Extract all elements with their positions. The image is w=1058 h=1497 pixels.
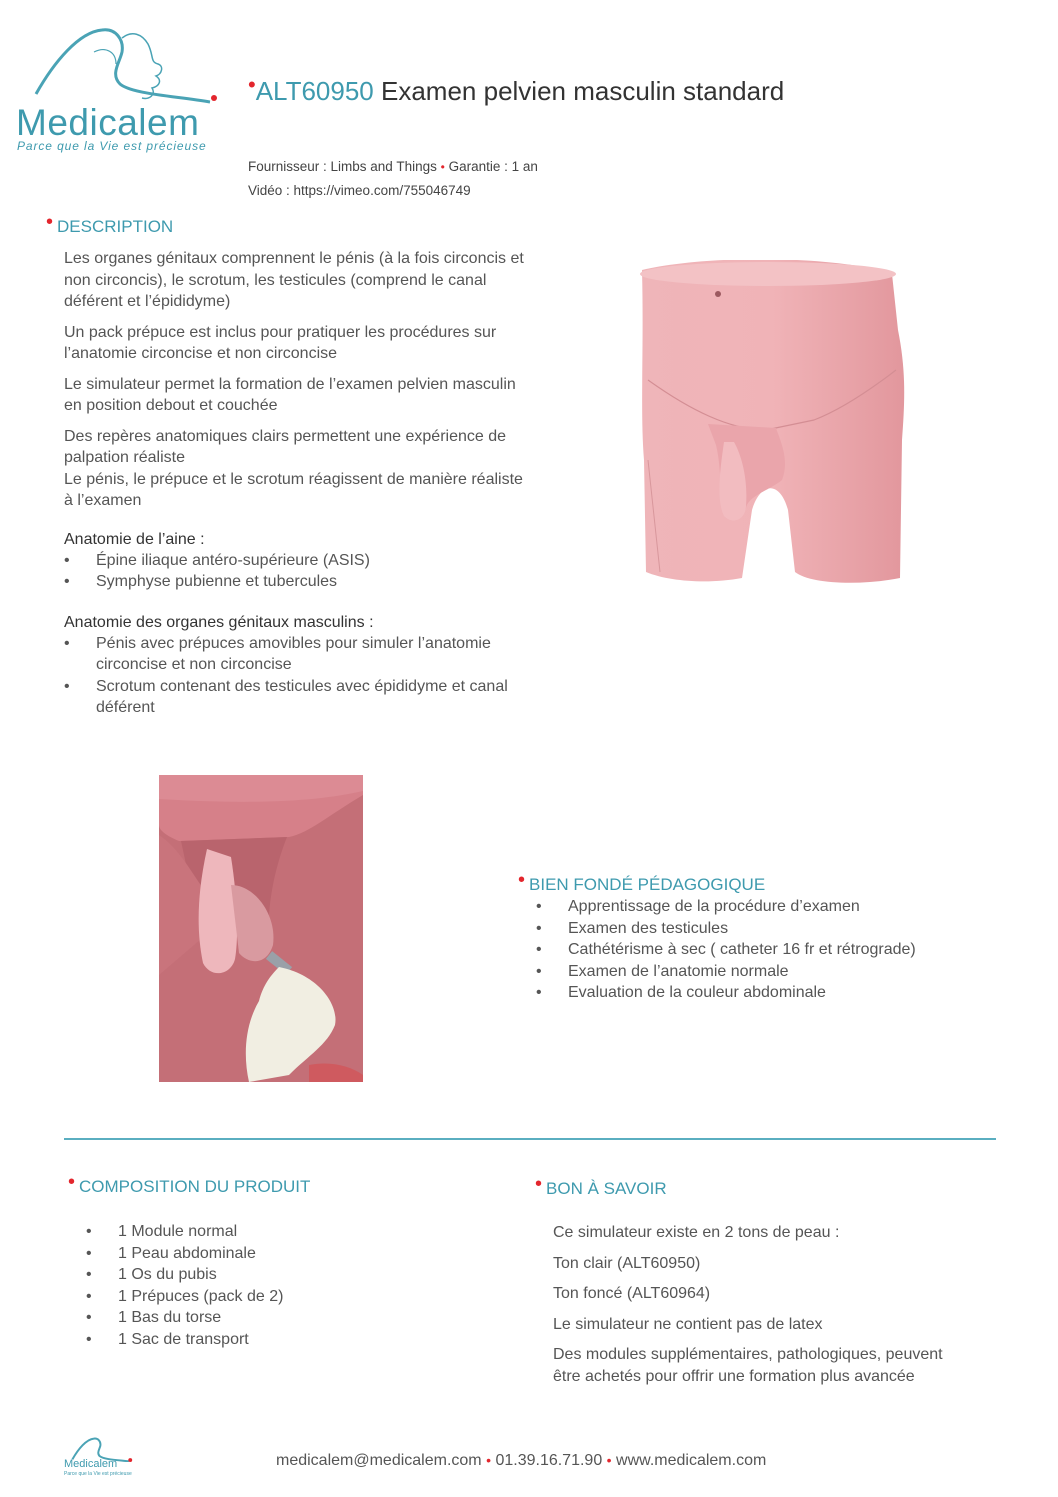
heading-bullet-dot: •	[518, 869, 526, 891]
supplier-line	[248, 159, 538, 174]
pedagogy-heading: • BIEN FONDÉ PÉDAGOGIQUE	[518, 869, 766, 894]
description-paragraph: Le simulateur permet la formation de l’examen pelvien masculin en position debout et couchée	[64, 375, 516, 414]
video-link[interactable]: Vidéo : https://vimeo.com/755046749	[248, 183, 471, 198]
list-item: • Examen des testicules	[536, 918, 1016, 940]
list-item: • 1 Sac de transport	[86, 1329, 466, 1351]
separator-dot: •	[486, 1452, 491, 1468]
separator-dot: •	[606, 1452, 612, 1468]
good-to-know-body	[553, 1222, 973, 1396]
good-to-know-heading: • BON À SAVOIR	[535, 1173, 667, 1198]
title-bullet-dot: •	[248, 72, 256, 97]
list-item: • 1 Peau abdominale	[86, 1243, 466, 1265]
heading-bullet-dot: •	[535, 1173, 543, 1195]
footer-email[interactable]: medicalem@medicalem.com	[276, 1452, 482, 1469]
genital-list	[64, 633, 524, 719]
description-paragraph: Un pack prépuce est inclus pour pratiquer les procédures sur l’anatomie circoncise et non circoncise	[64, 323, 497, 362]
list-item: • Pénis avec prépuces amovibles pour simuler l’anatomie circoncise et non circoncise	[64, 633, 496, 676]
list-item: • 1 Module normal	[86, 1221, 466, 1243]
product-code: ALT60950	[255, 76, 374, 106]
warranty: Garantie : 1 an	[448, 159, 538, 174]
description-heading: • DESCRIPTION	[46, 211, 174, 236]
product-torso-image	[630, 260, 920, 590]
list-item: • 1 Bas du torse	[86, 1307, 466, 1329]
footer-phone[interactable]: 01.39.16.71.90	[495, 1452, 603, 1469]
info-paragraph: Ton clair (ALT60950)	[553, 1254, 701, 1272]
groin-heading: Anatomie de l’aine :	[64, 530, 205, 548]
groin-list	[64, 550, 524, 593]
logo-tagline: Parce que la Vie est précieuse	[17, 139, 207, 153]
info-paragraph: Des modules supplémentaires, pathologiques, peuvent être achetés pour offrir une formation plus avancée	[553, 1346, 943, 1385]
genital-heading: Anatomie des organes génitaux masculins :	[64, 613, 374, 631]
description-paragraph: Le pénis, le prépuce et le scrotum réagissent de manière réaliste à l’examen	[64, 470, 523, 509]
info-paragraph: Ce simulateur existe en 2 tons de peau :	[553, 1224, 840, 1241]
description-body	[64, 248, 524, 719]
list-item: • Épine iliaque antéro-supérieure (ASIS)	[64, 550, 524, 572]
footer-contacts	[276, 1452, 766, 1470]
info-paragraph: Le simulateur ne contient pas de latex	[553, 1315, 823, 1333]
description-paragraph: Les organes génitaux comprennent le pénis (à la fois circoncis et non circoncis), le scrotum, les testicules (comprend le canal déférent et l’épididyme)	[64, 250, 524, 310]
description-paragraph: Des repères anatomiques clairs permettent une expérience de palpation réaliste	[64, 427, 507, 466]
footer-logo-name: Medicalem	[64, 1458, 118, 1470]
info-paragraph: Ton foncé (ALT60964)	[553, 1285, 711, 1302]
footer-logo-tagline: Parce que la Vie est précieuse	[64, 1471, 132, 1477]
list-item: • 1 Os du pubis	[86, 1264, 466, 1286]
exam-closeup-image	[159, 775, 363, 1082]
list-item: • Apprentissage de la procédure d’examen	[536, 896, 1016, 918]
list-item: • Symphyse pubienne et tubercules	[64, 571, 524, 593]
list-item: • Examen de l’anatomie normale	[536, 961, 1016, 983]
composition-heading: • COMPOSITION DU PRODUIT	[68, 1171, 311, 1196]
composition-list	[86, 1221, 466, 1350]
list-item: • 1 Prépuces (pack de 2)	[86, 1286, 466, 1308]
logo-profile-icon	[24, 22, 224, 112]
section-divider	[64, 1138, 996, 1140]
supplier: Fournisseur : Limbs and Things	[248, 159, 437, 174]
logo-name: Medicalem	[16, 102, 200, 143]
list-item: • Cathétérisme à sec ( catheter 16 fr et rétrograde)	[536, 939, 1016, 961]
list-item: • Evaluation de la couleur abdominale	[536, 982, 1016, 1004]
heading-bullet-dot: •	[46, 211, 54, 233]
product-title: Examen pelvien masculin standard	[381, 76, 785, 106]
logo	[14, 22, 234, 157]
heading-bullet-dot: •	[68, 1171, 76, 1193]
separator-dot: •	[440, 160, 445, 174]
pedagogy-list	[536, 896, 1016, 1004]
footer-website[interactable]: www.medicalem.com	[616, 1452, 767, 1469]
page-title	[248, 72, 785, 107]
list-item: • Scrotum contenant des testicules avec épididyme et canal déférent	[64, 676, 516, 719]
footer-logo	[62, 1436, 142, 1480]
